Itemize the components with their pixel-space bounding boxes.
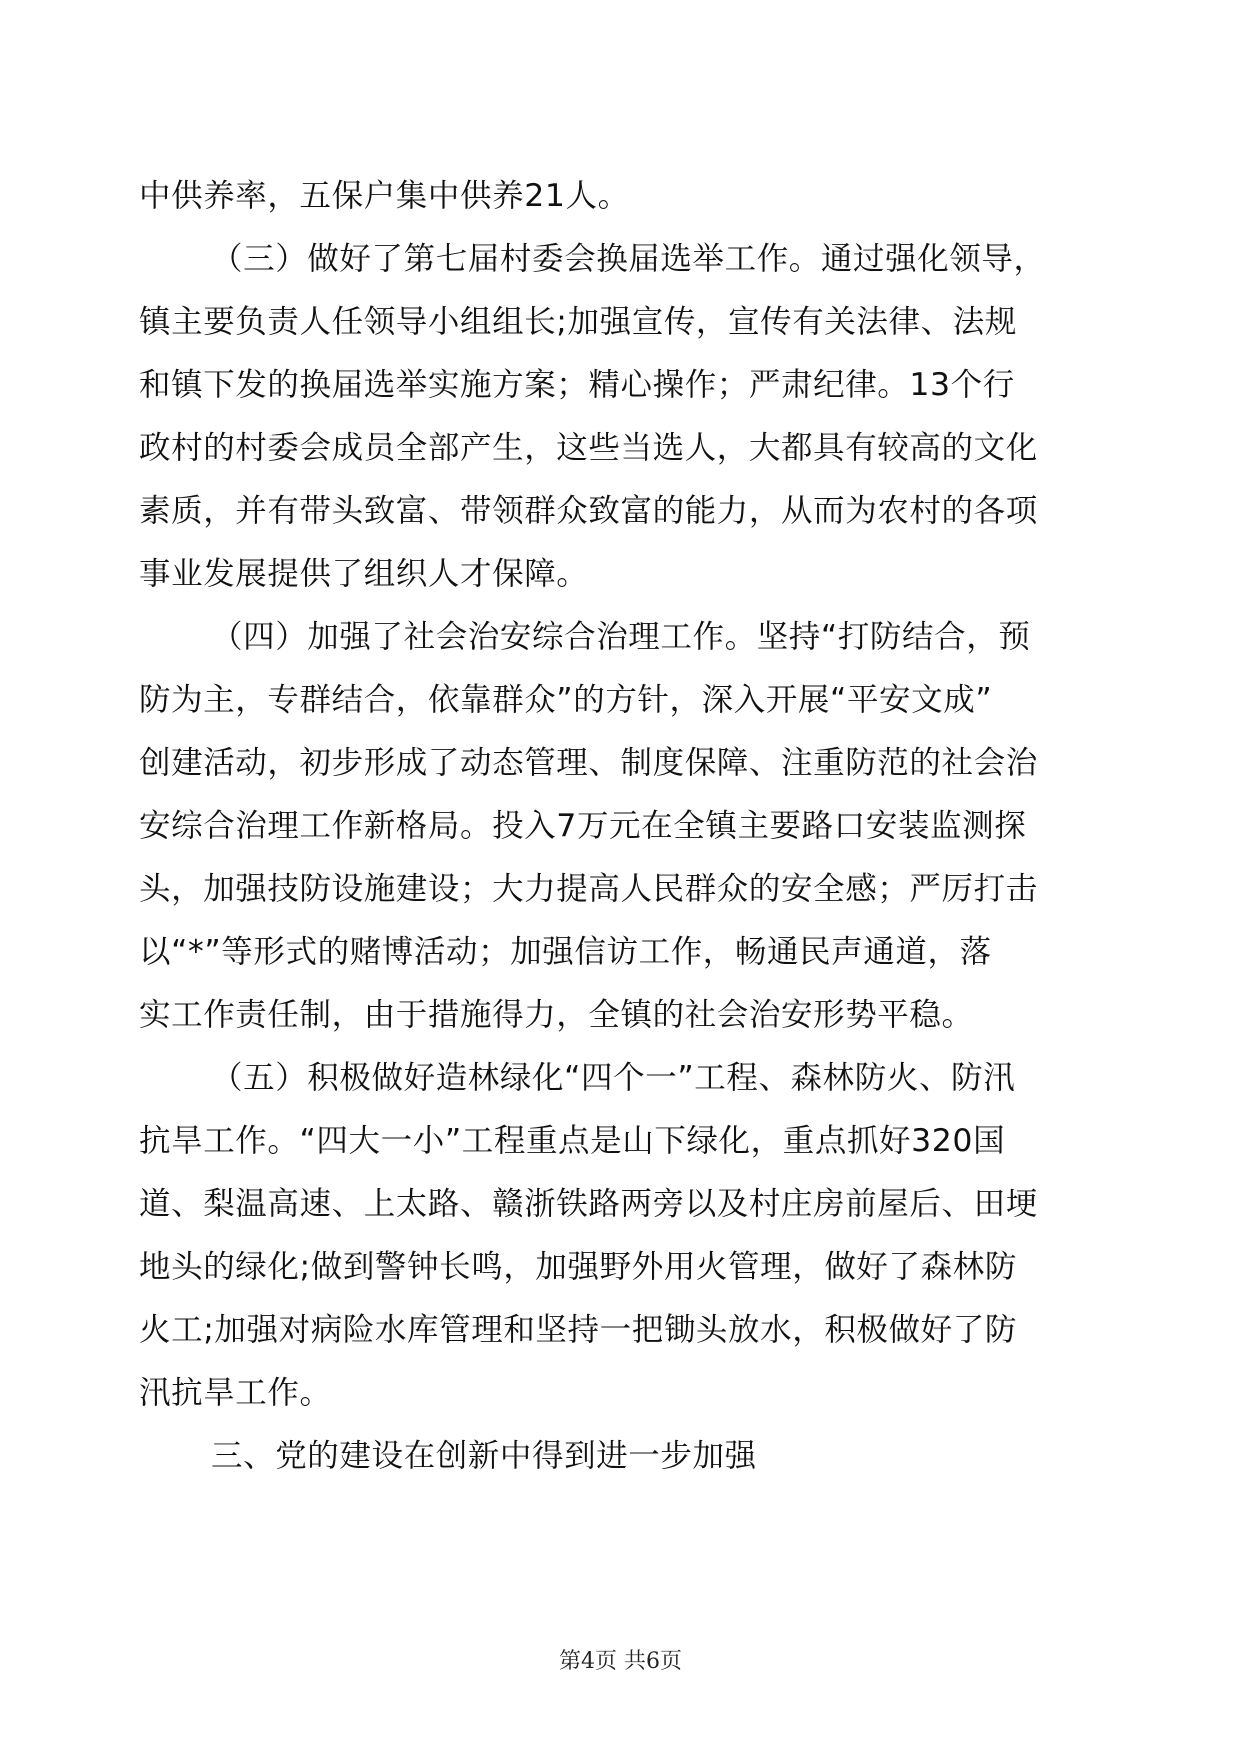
text-line: 防为主，专群结合，依靠群众”的方针，深入开展“平安文成” [139, 682, 993, 718]
text-line: 以“*”等形式的赌博活动；加强信访工作，畅通民声通道，落 [139, 934, 992, 970]
text-line: 素质，并有带头致富、带领群众致富的能力，从而为农村的各项 [139, 493, 1038, 529]
text-line: 实工作责任制，由于措施得力，全镇的社会治安形势平稳。 [139, 997, 974, 1033]
text-line: 汛抗旱工作。 [139, 1375, 332, 1411]
text-line: 中供养率，五保户集中供养21人。 [139, 178, 630, 214]
text-line: 抗旱工作。“四大一小”工程重点是山下绿化，重点抓好320国 [139, 1123, 1006, 1159]
text-line: 道、梨温高速、上太路、赣浙铁路两旁以及村庄房前屋后、田埂 [139, 1186, 1038, 1222]
text-line: 事业发展提供了组织人才保障。 [139, 556, 589, 592]
text-line: 安综合治理工作新格局。投入7万元在全镇主要路口安装监测探 [139, 808, 1027, 844]
text-line: 火工;加强对病险水库管理和坚持一把锄头放水，积极做好了防 [139, 1312, 1017, 1348]
section-heading: 三、党的建设在创新中得到进一步加强 [211, 1438, 757, 1474]
text-line: 创建活动，初步形成了动态管理、制度保障、注重防范的社会治 [139, 745, 1038, 781]
text-line: 地头的绿化;做到警钟长鸣，加强野外用火管理，做好了森林防 [139, 1249, 1017, 1285]
page-number-footer: 第4页 共6页 [559, 1649, 682, 1674]
text-line: 政村的村委会成员全部产生，这些当选人，大都具有较高的文化 [139, 430, 1038, 466]
paragraph-heading-3: （三）做好了第七届村委会换届选举工作。通过强化领导， [211, 241, 1046, 277]
text-line: 镇主要负责人任领导小组组长;加强宣传，宣传有关法律、法规 [139, 304, 1017, 340]
text-line: 和镇下发的换届选举实施方案；精心操作；严肃纪律。13个行 [139, 367, 1015, 403]
text-line: 头，加强技防设施建设；大力提高人民群众的安全感；严厉打击 [139, 871, 1038, 907]
paragraph-heading-4: （四）加强了社会治安综合治理工作。坚持“打防结合，预 [211, 619, 1031, 655]
paragraph-heading-5: （五）积极做好造林绿化“四个一”工程、森林防火、防汛 [211, 1060, 1016, 1096]
